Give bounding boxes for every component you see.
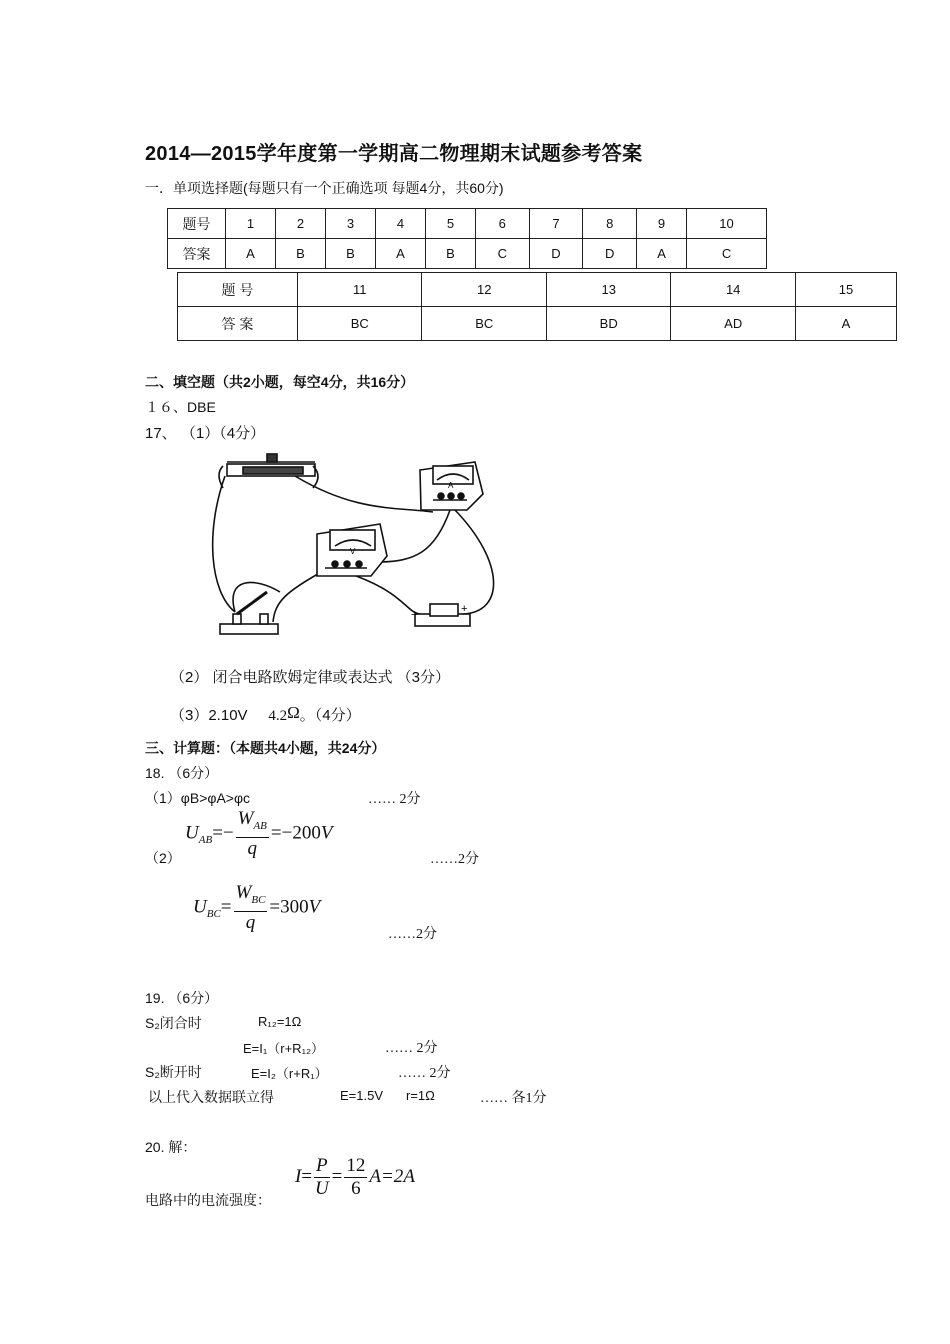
battery-minus-label: − xyxy=(411,609,418,621)
eq1-fraction xyxy=(236,808,269,860)
table1-num-cell-9: 9 xyxy=(637,209,687,239)
q19-line1-label: S₂闭合时 xyxy=(145,1015,202,1031)
q19-line2-eq: E=I₁（r+R₁₂） xyxy=(243,1041,325,1056)
table1-answer-cell-5: B xyxy=(425,239,475,269)
q19-line2-score: …… 2分 xyxy=(385,1041,438,1056)
section1-heading: 一．单项选择题(每题只有一个正确选项 每题4分，共60分) xyxy=(145,180,504,196)
q19-line4-score: …… 各1分 xyxy=(480,1091,547,1106)
answer-table-1 xyxy=(167,208,767,269)
table2-answer-row xyxy=(178,307,897,341)
eq1-equals: =− xyxy=(212,822,234,844)
eq1-den: q xyxy=(247,837,258,859)
table1-num-cell-5: 5 xyxy=(425,209,475,239)
answer-table-2 xyxy=(177,272,897,341)
eq3-num2: 12 xyxy=(346,1155,366,1176)
q19-line3-eq: E=I₂（r+R₁） xyxy=(251,1066,328,1081)
table1-num-cell-7: 7 xyxy=(529,209,583,239)
eq3-equals-1: = xyxy=(301,1165,313,1187)
eq1-num-sub: AB xyxy=(253,819,267,832)
table1-num-row xyxy=(168,209,767,239)
table2-answer-cell-2: BC xyxy=(422,307,546,341)
equation-current xyxy=(295,1155,415,1200)
q19-result-r: r=1Ω xyxy=(406,1088,435,1103)
eq3-den2: 6 xyxy=(351,1178,361,1199)
table1-answer-cell-8: D xyxy=(583,239,637,269)
wire-to-battery xyxy=(345,572,420,614)
q19-heading: 19. （6分） xyxy=(145,990,219,1006)
ammeter-label: A xyxy=(448,481,454,490)
q18-heading: 18. （6分） xyxy=(145,765,219,781)
table1-num-label: 题号 xyxy=(168,209,226,239)
wire-switch-loop xyxy=(233,582,280,612)
q18-part1-score: …… 2分 xyxy=(368,792,421,807)
eq2-lhs-sub: BC xyxy=(206,908,221,921)
table1-answer-cell-6: C xyxy=(475,239,529,269)
table2-answer-label: 答 案 xyxy=(178,307,298,341)
table2-answer-cell-4: AD xyxy=(671,307,795,341)
table1-num-cell-6: 6 xyxy=(475,209,529,239)
battery-plus-label: + xyxy=(461,603,468,615)
circuit-diagram xyxy=(205,452,505,647)
eq3-num1: P xyxy=(316,1155,328,1176)
table1-answer-cell-9: A xyxy=(637,239,687,269)
rheostat-coil xyxy=(243,467,303,474)
eq2-rhs: =300 xyxy=(269,896,309,918)
table2-num-row xyxy=(178,273,897,307)
table1-answer-cell-7: D xyxy=(529,239,583,269)
table1-answer-cell-3: B xyxy=(325,239,375,269)
q18-part2-score: ……2分 xyxy=(430,852,479,867)
page-title: 2014—2015学年度第一学期高二物理期末试题参考答案 xyxy=(145,143,643,165)
wire-to-switch xyxy=(273,570,325,622)
table2-answer-cell-5: A xyxy=(795,307,896,341)
table1-num-cell-1: 1 xyxy=(226,209,276,239)
table1-num-cell-2: 2 xyxy=(275,209,325,239)
q19-line3-label: S₂断开时 xyxy=(145,1064,202,1080)
table1-num-cell-10: 10 xyxy=(687,209,767,239)
eq3-rhs: A=2 xyxy=(369,1165,404,1187)
eq1-num: W xyxy=(237,808,254,829)
table1-answer-cell-4: A xyxy=(375,239,425,269)
table2-answer-cell-3: BD xyxy=(546,307,670,341)
eq2-num: W xyxy=(235,882,252,903)
section2-heading: 二、填空题（共2小题，每空4分，共16分） xyxy=(145,374,415,390)
q17-part3-resistance: 4.2 xyxy=(268,708,288,724)
section3-heading: 三、计算题：（本题共4小题，共24分） xyxy=(145,740,386,756)
table2-answer-cell-1: BC xyxy=(298,307,422,341)
q19-result-e: E=1.5V xyxy=(340,1088,384,1103)
q19-line3-score: …… 2分 xyxy=(398,1066,451,1081)
eq1-lhs: U xyxy=(185,822,199,844)
table2-num-cell-3: 13 xyxy=(546,273,670,307)
q18-part1: （1）φB>φA>φc xyxy=(145,790,251,806)
eq3-fraction-1 xyxy=(314,1155,330,1200)
table1-num-cell-3: 3 xyxy=(325,209,375,239)
eq3-fraction-2 xyxy=(344,1155,367,1200)
eq2-fraction xyxy=(234,882,268,934)
q17-part2: （2） 闭合电路欧姆定律或表达式 （3分） xyxy=(170,669,451,686)
q20-heading: 20. 解： xyxy=(145,1139,197,1155)
q16-answer: １６、DBE xyxy=(145,399,216,415)
table1-num-cell-4: 4 xyxy=(375,209,425,239)
table2-num-cell-2: 12 xyxy=(422,273,546,307)
eq2-den: q xyxy=(245,911,256,933)
eq3-den1: U xyxy=(314,1178,329,1199)
battery-cell xyxy=(430,604,458,616)
table1-answer-label: 答案 xyxy=(168,239,226,269)
eq2-lhs: U xyxy=(193,896,207,918)
eq2-equals: = xyxy=(220,896,232,918)
wire-left xyxy=(213,476,235,612)
table2-num-cell-1: 11 xyxy=(298,273,422,307)
table1-answer-cell-10: C xyxy=(687,239,767,269)
q18-part2-label: （2） xyxy=(145,850,181,866)
eq1-unit: V xyxy=(320,822,333,844)
ohm-symbol: Ω xyxy=(287,703,300,722)
q17-part3-voltage: （3）2.10V xyxy=(170,707,248,724)
table1-answer-row xyxy=(168,239,767,269)
eq3-unit: A xyxy=(403,1165,415,1187)
q17-part3-score: 。（4分） xyxy=(299,707,361,724)
equation-uab xyxy=(185,808,332,860)
q17-part1: 17、 （1）（4分） xyxy=(145,425,266,442)
eq1-rhs: =−200 xyxy=(270,822,321,844)
table2-num-cell-4: 14 xyxy=(671,273,795,307)
q17-part3 xyxy=(170,703,361,725)
table1-num-cell-8: 8 xyxy=(583,209,637,239)
eq2-unit: V xyxy=(308,896,321,918)
equation-ubc xyxy=(193,882,320,934)
switch-base xyxy=(220,624,278,634)
eq1-lhs-sub: AB xyxy=(198,834,213,847)
eq2-num-sub: BC xyxy=(251,893,266,906)
wire-right xyxy=(455,510,494,614)
table1-answer-cell-1: A xyxy=(226,239,276,269)
q19-line1-value: R₁₂=1Ω xyxy=(258,1014,302,1029)
q18-part3-score: ……2分 xyxy=(388,927,437,942)
table2-num-label: 题 号 xyxy=(178,273,298,307)
table1-answer-cell-2: B xyxy=(275,239,325,269)
q20-current-label: 电路中的电流强度： xyxy=(145,1192,271,1208)
table2-num-cell-5: 15 xyxy=(795,273,896,307)
eq3-equals-2: = xyxy=(331,1165,343,1187)
voltmeter-label: V xyxy=(350,547,356,556)
eq3-lhs: I xyxy=(295,1165,302,1187)
q19-line4-label: 以上代入数据联立得 xyxy=(148,1089,274,1105)
wire-top xyxy=(295,476,433,512)
wire-mid xyxy=(377,510,450,562)
